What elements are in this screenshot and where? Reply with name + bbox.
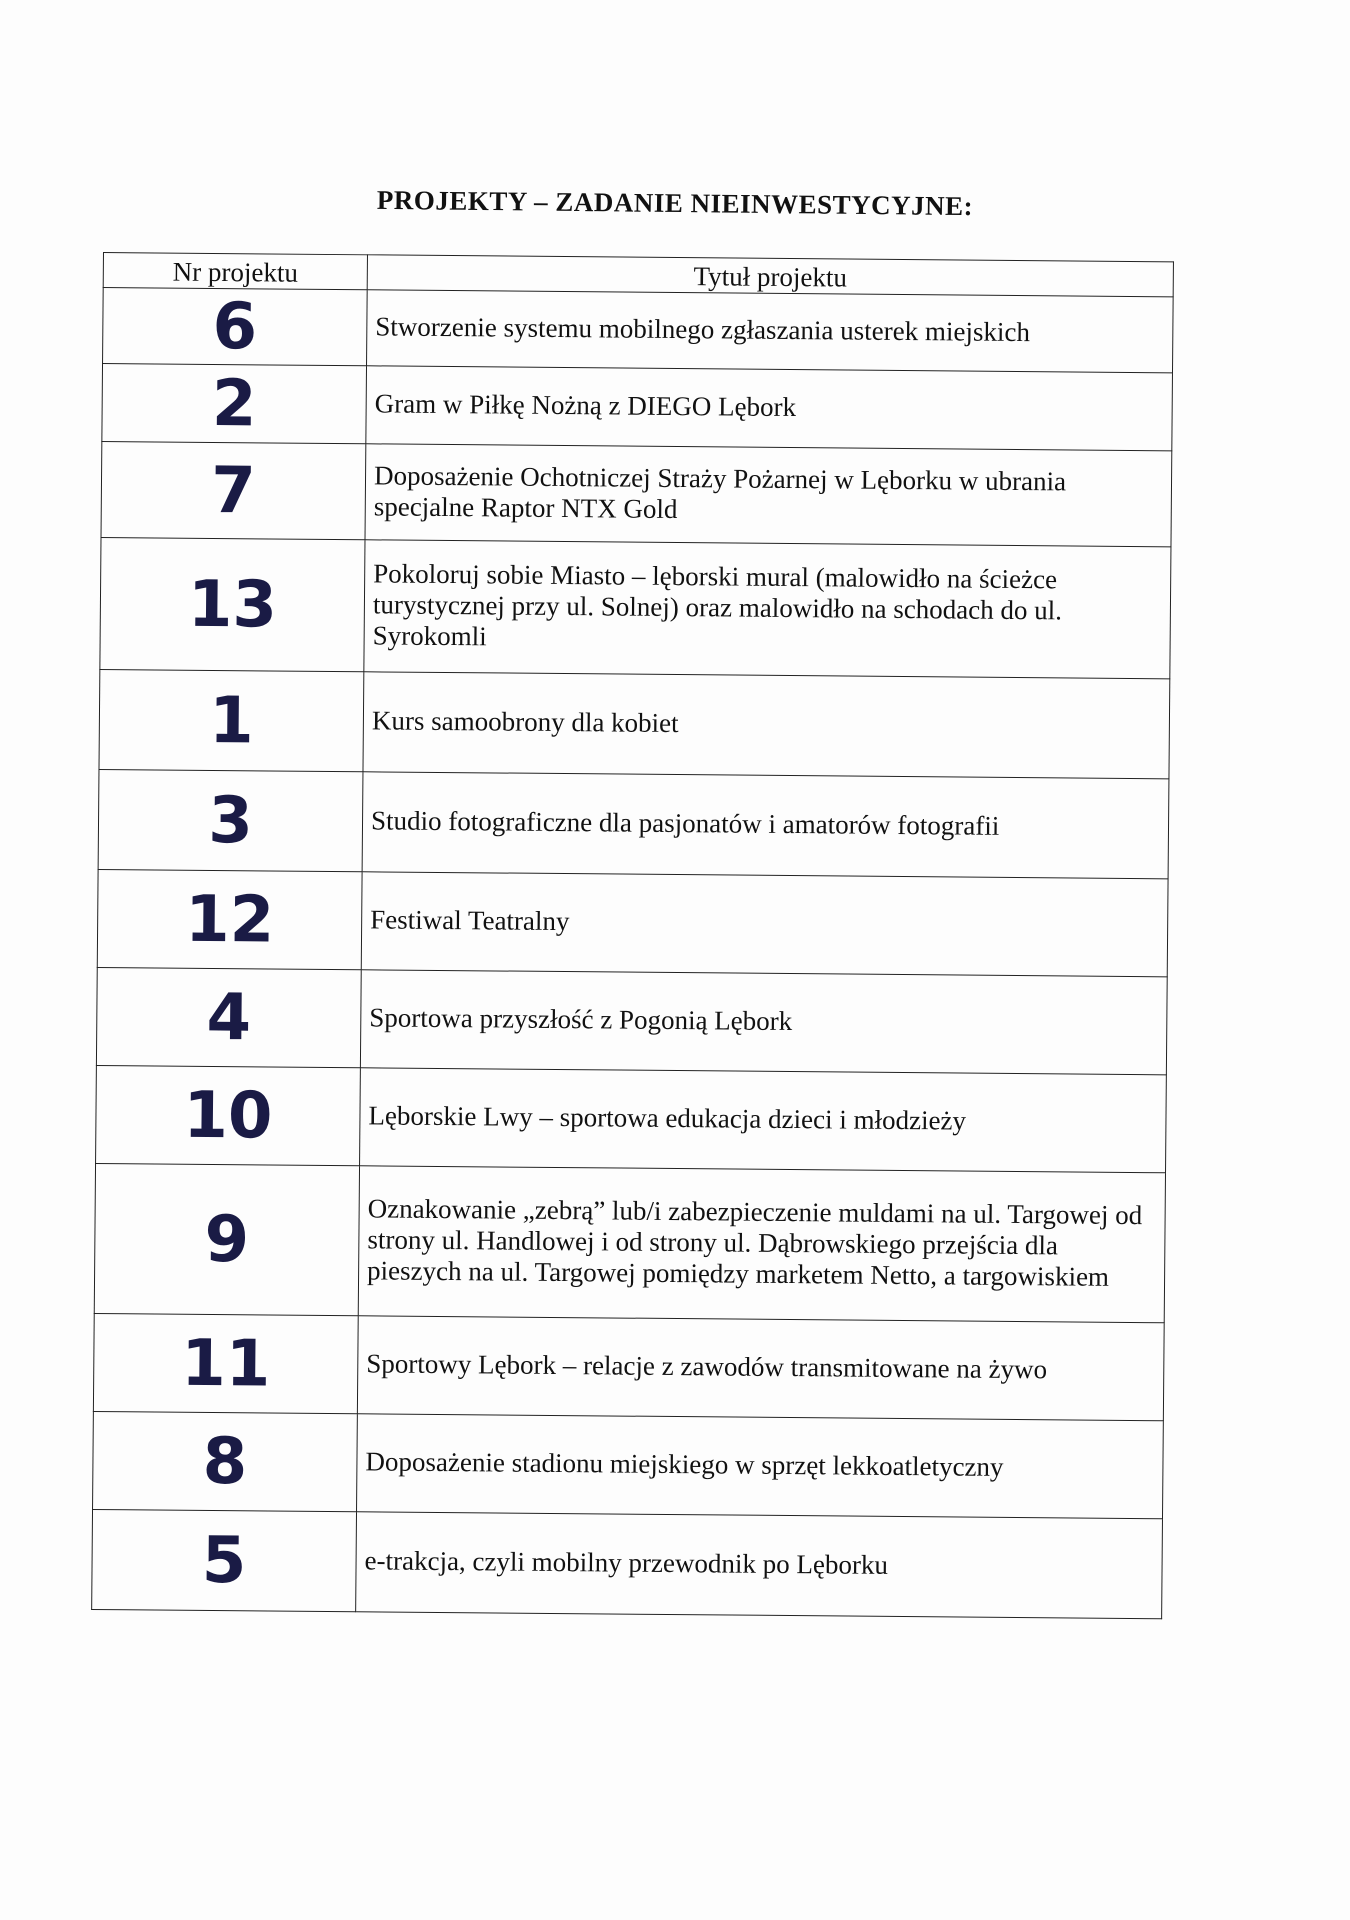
table-row	[99, 669, 1170, 778]
table-row	[97, 869, 1168, 976]
project-title: Sportowa przyszłość z Pogonią Lębork	[360, 970, 1167, 1075]
table-row	[102, 364, 1173, 451]
page-title: PROJEKTY – ZADANIE NIEINWESTYCYJNE:	[376, 184, 974, 222]
table-row	[101, 441, 1172, 546]
project-title: Stworzenie systemu mobilnego zgłaszania usterek miejskich	[367, 290, 1174, 373]
projects-table	[91, 252, 1174, 1619]
project-number: 11	[93, 1313, 358, 1413]
table-row	[98, 769, 1169, 878]
project-title: e-trakcja, czyli mobilny przewodnik po Lęborku	[356, 1512, 1163, 1619]
project-title: Studio fotograficzne dla pasjonatów i amatorów fotografii	[362, 772, 1169, 879]
table-row	[93, 1411, 1164, 1518]
table-row	[93, 1313, 1164, 1420]
project-title: Lęborskie Lwy – sportowa edukacja dzieci i młodzieży	[360, 1068, 1167, 1173]
project-title: Oznakowanie „zebrą” lub/i zabezpieczenie muldami na ul. Targowej od strony ul. Handlowej i od strony ul. Dąbrowskiego przejścia dla pieszych na ul. Targowej pomiędzy marketem Netto, a targowiskiem	[358, 1166, 1165, 1323]
project-number: 9	[94, 1163, 359, 1315]
project-title: Pokoloruj sobie Miasto – lęborski mural (malowidło na ścieżce turystycznej przy ul. Solnej) oraz malowidło na schodach do ul. Syrokomli	[364, 540, 1171, 679]
project-number: 8	[93, 1411, 358, 1511]
project-number: 1	[99, 669, 364, 771]
project-number: 2	[102, 364, 367, 444]
project-number: 4	[96, 967, 361, 1067]
table-row	[92, 1509, 1163, 1618]
table-row	[96, 967, 1167, 1074]
column-header-title: Tytuł projektu	[367, 255, 1173, 297]
column-header-nr: Nr projektu	[103, 253, 367, 290]
project-title: Doposażenie Ochotniczej Straży Pożarnej w Lęborku w ubrania specjalne Raptor NTX Gold	[365, 444, 1172, 547]
project-number: 3	[98, 769, 363, 871]
project-title: Festiwal Teatralny	[361, 872, 1168, 977]
project-title: Kurs samoobrony dla kobiet	[363, 672, 1170, 779]
project-number: 10	[96, 1065, 361, 1165]
project-number: 6	[103, 288, 368, 366]
project-number: 5	[92, 1509, 357, 1611]
table-row	[103, 288, 1174, 373]
table-row	[94, 1163, 1165, 1322]
project-title: Doposażenie stadionu miejskiego w sprzęt lekkoatletyczny	[357, 1414, 1164, 1519]
project-number: 13	[100, 537, 365, 671]
table-row	[96, 1065, 1167, 1172]
table-row	[100, 537, 1171, 678]
project-number: 12	[97, 869, 362, 969]
project-number: 7	[101, 441, 366, 539]
project-title: Sportowy Lębork – relacje z zawodów transmitowane na żywo	[357, 1316, 1164, 1421]
project-title: Gram w Piłkę Nożną z DIEGO Lębork	[366, 366, 1173, 451]
